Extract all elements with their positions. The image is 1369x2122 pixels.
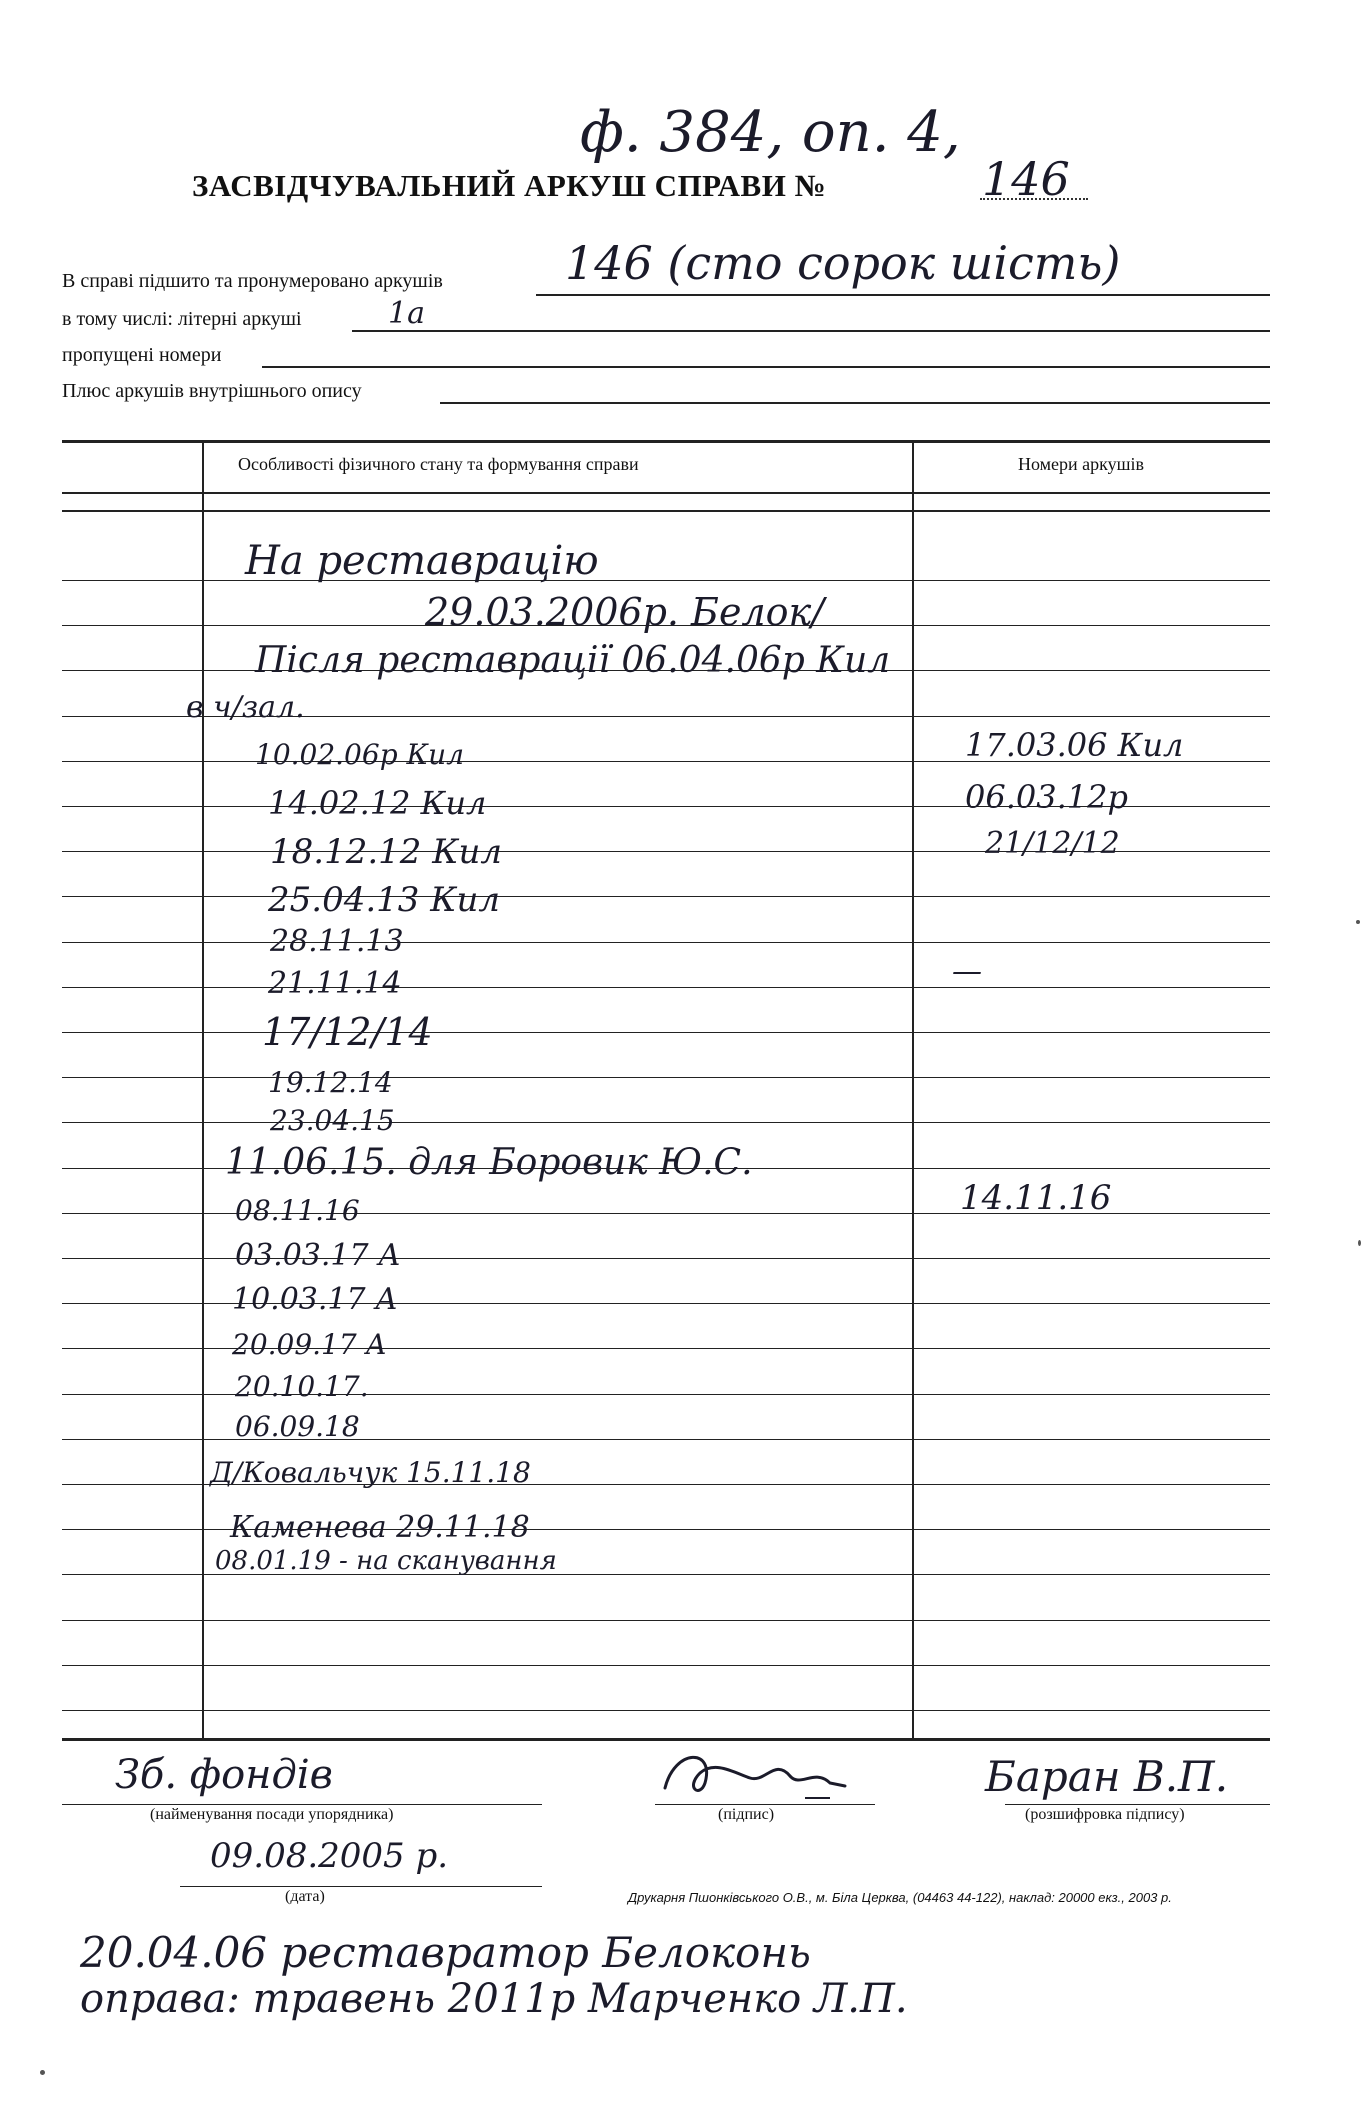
signer-name-caption: (розшифровка підпису) <box>1025 1806 1185 1823</box>
scan-speck <box>1358 1240 1361 1246</box>
table-row: 10.03.17 А <box>232 1282 398 1317</box>
table-row: в ч/зал. <box>186 690 305 725</box>
table-row: 11.06.15. для Боровик Ю.С. <box>225 1142 753 1183</box>
table-row-sheets: 06.03.12р <box>965 778 1128 816</box>
table-rule <box>62 1620 1270 1621</box>
page-title: ЗАСВІДЧУВАЛЬНИЙ АРКУШ СПРАВИ № <box>192 168 827 203</box>
handwritten-signature <box>655 1738 855 1808</box>
sheets-value: 146 (сто сорок шість) <box>565 236 1121 290</box>
inner-inventory-underline <box>440 402 1270 404</box>
table-row-sheets: 14.11.16 <box>960 1178 1112 1218</box>
sheets-underline <box>536 294 1270 296</box>
signature-caption: (підпис) <box>718 1806 775 1823</box>
table-rule <box>62 1032 1270 1033</box>
case-number-underline <box>980 198 1088 200</box>
table-row: 25.04.13 Кил <box>268 880 501 920</box>
missing-numbers-underline <box>262 366 1270 368</box>
printer-imprint: Друкарня Пшонківського О.В., м. Біла Церква, (04463 44-122), наклад: 20000 екз., 2003 р. <box>628 1890 1172 1905</box>
restoration-note: 20.04.06 реставратор Белоконь <box>80 1928 811 1977</box>
table-row-sheets: — <box>952 954 982 989</box>
table-row: 03.03.17 А <box>235 1238 401 1273</box>
table-rule <box>62 580 1270 581</box>
case-number: 146 <box>982 152 1070 206</box>
table-row: 08.01.19 - на сканування <box>215 1546 557 1576</box>
missing-numbers-label: пропущені номери <box>62 344 222 366</box>
table-row: 20.09.17 А <box>232 1328 387 1361</box>
table-rule <box>62 1710 1270 1711</box>
table-row: 06.09.18 <box>235 1410 360 1443</box>
scan-speck <box>1356 920 1360 924</box>
table-row: 10.02.06р Кил <box>255 738 465 771</box>
table-row: На реставрацію <box>245 538 599 584</box>
signature-underline <box>655 1804 875 1805</box>
table-row: 18.12.12 Кил <box>270 832 503 872</box>
table-row: 08.11.16 <box>235 1194 360 1227</box>
table-row: Д/Ковальчук 15.11.18 <box>210 1456 531 1489</box>
position-underline <box>62 1804 542 1805</box>
table-row: Каменева 29.11.18 <box>230 1510 530 1545</box>
letter-sheets-underline <box>352 330 1270 332</box>
date-value: 09.08.2005 р. <box>210 1836 449 1876</box>
table-row: 29.03.2006р. Белок/ <box>425 590 825 634</box>
table-row: 20.10.17. <box>235 1370 369 1403</box>
table-rule <box>62 987 1270 988</box>
scan-speck <box>40 2070 45 2075</box>
table-row-sheets: 21/12/12 <box>985 826 1120 861</box>
table-rule <box>62 1665 1270 1666</box>
inner-inventory-label: Плюс аркушів внутрішнього опису <box>62 380 362 402</box>
table-rule <box>62 1077 1270 1078</box>
table-rule <box>62 942 1270 943</box>
table-row: 14.02.12 Кил <box>268 784 487 822</box>
signer-name-underline <box>1005 1804 1270 1805</box>
letter-sheets-value: 1а <box>388 296 425 331</box>
table-rule <box>62 1122 1270 1123</box>
table-row: 21.11.14 <box>268 966 402 1001</box>
column-header-condition: Особливості фізичного стану та формування справи <box>238 454 639 474</box>
signer-name: Баран В.П. <box>985 1752 1229 1801</box>
date-caption: (дата) <box>285 1888 325 1905</box>
table-row: 28.11.13 <box>270 924 404 959</box>
table-row: 19.12.14 <box>268 1066 393 1099</box>
table-row-sheets: 17.03.06 Кил <box>965 726 1184 764</box>
position-caption: (найменування посади упорядника) <box>150 1806 394 1823</box>
table-rule <box>62 896 1270 897</box>
table-row: Після реставрації 06.04.06р Кил <box>255 640 891 681</box>
column-header-sheet-numbers: Номери аркушів <box>1018 454 1145 474</box>
binding-note: оправа: травень 2011р Марченко Л.П. <box>80 1976 908 2022</box>
table-row: 17/12/14 <box>262 1010 433 1054</box>
archive-reference: ф. 384, оп. 4, <box>580 100 961 165</box>
sheets-label: В справі підшито та пронумеровано аркушів <box>62 270 443 292</box>
date-underline <box>180 1886 542 1887</box>
position-value: Зб. фондів <box>115 1752 333 1798</box>
letter-sheets-label: в тому числі: літерні аркуші <box>62 308 302 330</box>
table-row: 23.04.15 <box>270 1104 395 1137</box>
